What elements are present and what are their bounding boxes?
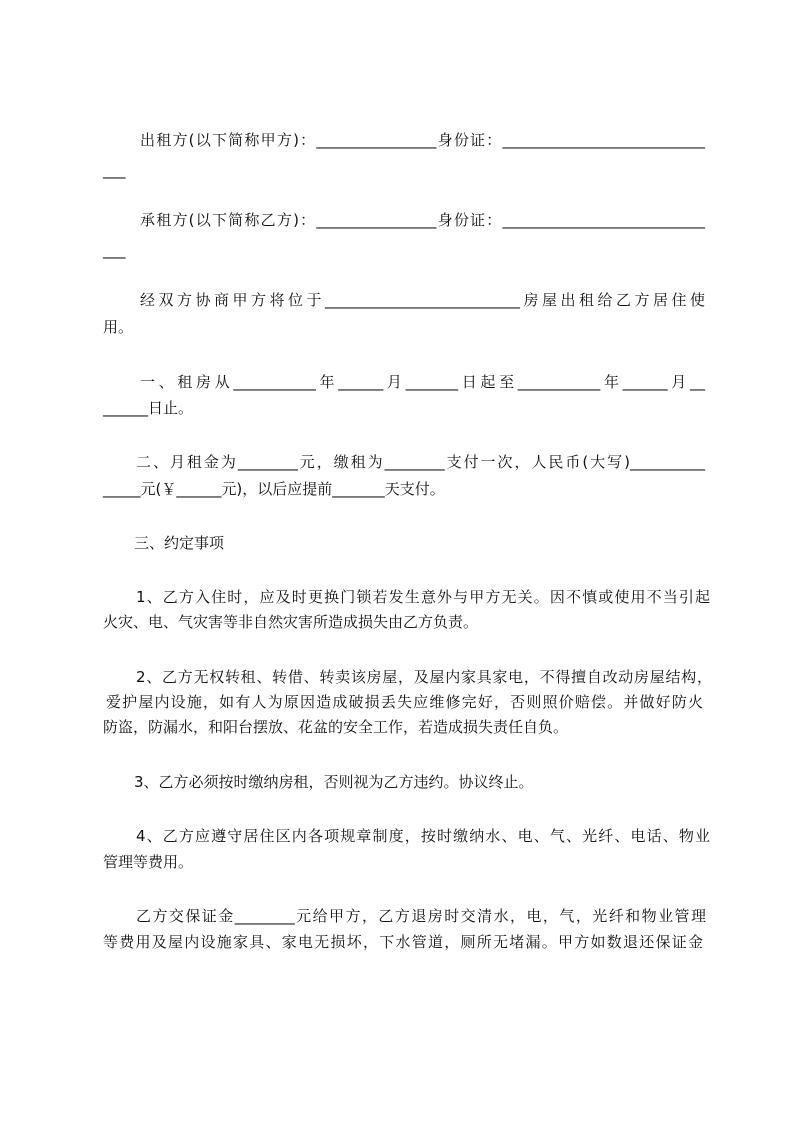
deposit-line1: 乙方交保证金________元给甲方，乙方退房时交清水，电，气，光纤和物业管理 <box>136 907 706 925</box>
premises-line-cont: 用。 <box>103 318 134 336</box>
clause2-line2: 爱护屋内设施，如有人为原因造成破损丢失应维修完好，否则照价赔偿。并做好防火 <box>106 693 703 711</box>
lessor-line: 出租方(以下简称甲方)：________________身份证：___________________________ <box>140 131 705 149</box>
rent-line-cont: _____元(￥______元)，以后应提前_______天支付。 <box>103 480 445 498</box>
clause1-line2: 火灾、电、气灾害等非自然灾害所造成损失由乙方负责。 <box>103 613 479 631</box>
clause3-line1: 3、乙方必须按时缴纳房租，否则视为乙方违约。协议终止。 <box>134 773 534 791</box>
rent-line: 二、月租金为________元，缴租为________支付一次，人民币(大写)__________ <box>136 453 705 471</box>
clause1-line1: 1、乙方入住时，应及时更换门锁若发生意外与甲方无关。因不慎或使用不当引起 <box>136 588 710 606</box>
premises-line: 经双方协商甲方将位于__________________________房屋出租给乙方居住使 <box>140 291 705 309</box>
lessee-line: 承租方(以下简称乙方)：________________身份证：___________________________ <box>140 211 705 229</box>
clause2-line1: 2、乙方无权转租、转借、转卖该房屋，及屋内家具家电，不得擅自改动房屋结构， <box>136 668 712 686</box>
deposit-line2: 等费用及屋内设施家具、家电无损坏，下水管道，厕所无堵漏。甲方如数退还保证金 <box>103 933 703 951</box>
term-line-cont: ______日止。 <box>103 399 194 417</box>
clause2-line3: 防盗，防漏水，和阳台摆放、花盆的安全工作，若造成损失责任自负。 <box>103 718 569 736</box>
section3-heading: 三、约定事项 <box>134 534 225 552</box>
clause4-line2: 管理等费用。 <box>103 853 194 871</box>
clause4-line1: 4、乙方应遵守居住区内各项规章制度，按时缴纳水、电、气、光纤、电话、物业 <box>136 827 710 845</box>
lessor-line-cont: ___ <box>103 161 126 179</box>
term-line: 一、租房从___________年______月_______日起至___________年______月__ <box>140 373 705 391</box>
lessee-line-cont: ___ <box>103 241 126 259</box>
